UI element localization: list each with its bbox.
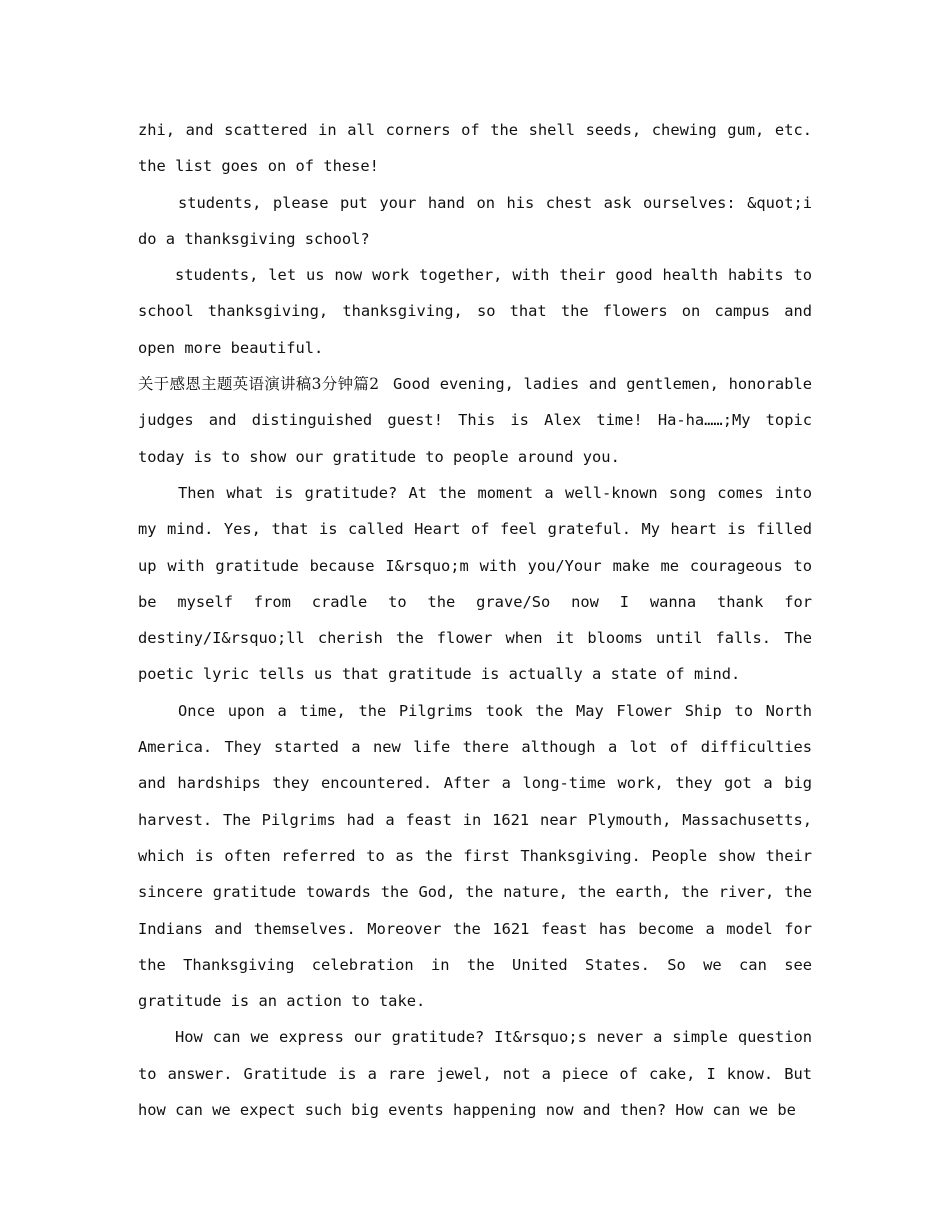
paragraph-ask-ourselves: students, please put your hand on his chest ask ourselves: &quot;i do a thanksgiving school? (138, 193, 812, 248)
paragraph-work-together: students, let us now work together, with their good health habits to school thanksgiving, thanksgiving, so that the flowers on campus and open more beautiful. (138, 266, 812, 357)
speech-2-opening-text: Good evening, ladies and gentlemen, honorable judges and distinguished guest! This is Alex time! Ha-ha……;My topic today is to show our gratitude to people around you. (138, 375, 812, 466)
paragraph-continuation: zhi, and scattered in all corners of the shell seeds, chewing gum, etc. the list goes on of these! (138, 121, 812, 176)
paragraph-what-is-gratitude: Then what is gratitude? At the moment a well-known song comes into my mind. Yes, that is called Heart of feel grateful. My heart is filled up with gratitude because I&rsquo;m with you/Your make me courageous to be myself from cradle to the grave/So now I wanna thank for destiny/I&rsquo;ll cherish the flower when it blooms until falls. The poetic lyric tells us that gratitude is actually a state of mind. (138, 483, 812, 684)
paragraph-speech-2-intro (138, 366, 812, 475)
document-page (138, 112, 812, 1128)
paragraph-pilgrims: Once upon a time, the Pilgrims took the May Flower Ship to North America. They started a new life there although a lot of difficulties and hardships they encountered. After a long-time work, they got a big harvest. The Pilgrims had a feast in 1621 near Plymouth, Massachusetts, which is often referred to as the first Thanksgiving. People show their sincere gratitude towards the God, the nature, the earth, the river, the Indians and themselves. Moreover the 1621 feast has become a model for the Thanksgiving celebration in the United States. So we can see gratitude is an action to take. (138, 701, 812, 1011)
section-heading: 关于感恩主题英语演讲稿3分钟篇2 (138, 375, 380, 394)
paragraph-express-gratitude: How can we express our gratitude? It&rsquo;s never a simple question to answer. Gratitude is a rare jewel, not a piece of cake, I know. But how can we expect such big events happening now and then? How can we be (138, 1028, 812, 1120)
